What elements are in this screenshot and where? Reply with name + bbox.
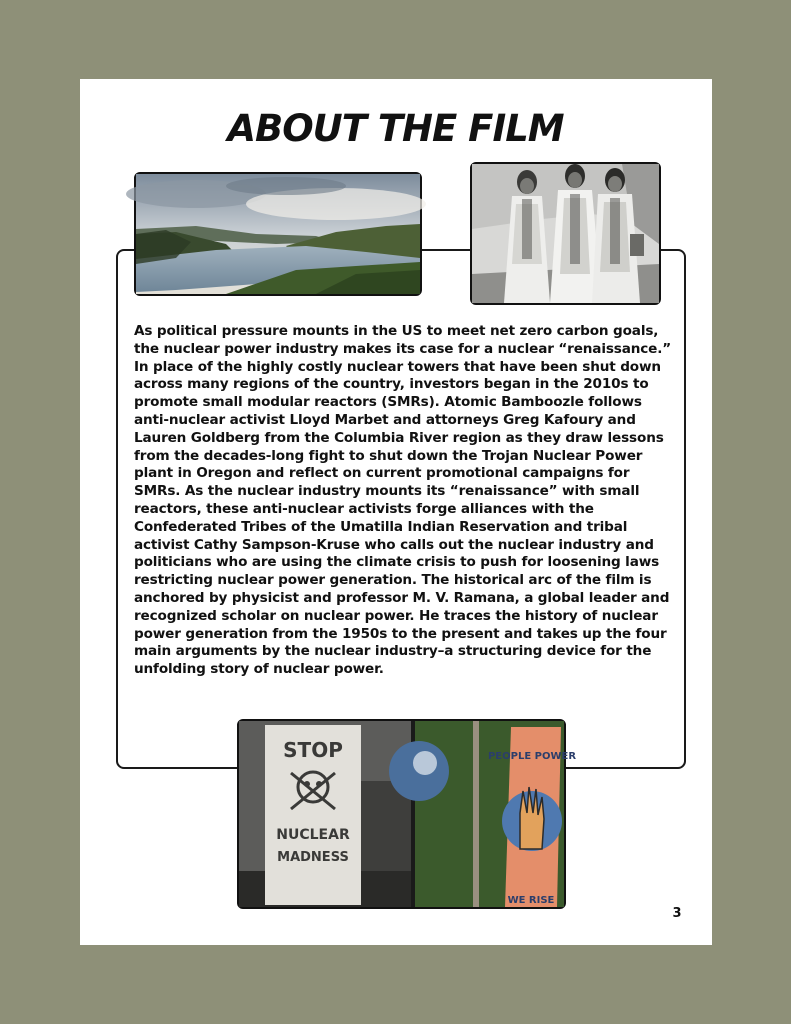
river-gorge-image — [136, 174, 420, 294]
left-sign-line-3: MADNESS — [277, 850, 349, 865]
protest-signs-image — [239, 721, 577, 907]
three-women-image — [472, 164, 659, 303]
left-sign-line-1: STOP — [283, 738, 343, 762]
three-women-historical-photo — [470, 162, 661, 305]
right-sign-top: PEOPLE POWER — [487, 751, 577, 762]
river-gorge-photo — [134, 172, 422, 296]
page-title: ABOUT THE FILM — [227, 107, 564, 150]
film-description: As political pressure mounts in the US to meet net zero carbon goals, the nuclear power industry makes its case for a nuclear “renaissance.” In place of the highly costly nuclear towers that have been shut down across many regions of the country, investors began in the 2010s to promote small modular reactors (SMRs). Atomic Bamboozle follows anti-nuclear activist Lloyd Marbet and attorneys Greg Kafoury and Lauren Goldberg from the Columbia River region as they draw lessons from the decades-long fight to shut down the Trojan Nuclear Power plant in Oregon and reflect on current promotional campaigns for SMRs. As the nuclear industry mounts its “renaissance” with small reactors, these anti-nuclear activists forge alliances with the Confederated Tribes of the Umatilla Indian Reservation and tribal activist Cathy Sampson-Kruse who calls out the nuclear industry and politicians who are using the climate crisis to push for loosening laws restricting nuclear power generation. The historical arc of the film is anchored by physicist and professor M. V. Ramana, a global leader and recognized scholar on nuclear power. He traces the history of nuclear power generation from the 1950s to the present and takes up the four main arguments by the nuclear industry–a structuring device for the unfolding story of nuclear power. — [134, 323, 672, 678]
page-number: 3 — [672, 906, 682, 921]
right-sign-bottom: WE RISE — [507, 895, 555, 906]
protest-signs-photo — [237, 719, 577, 909]
left-sign-line-2: NUCLEAR — [276, 827, 350, 843]
